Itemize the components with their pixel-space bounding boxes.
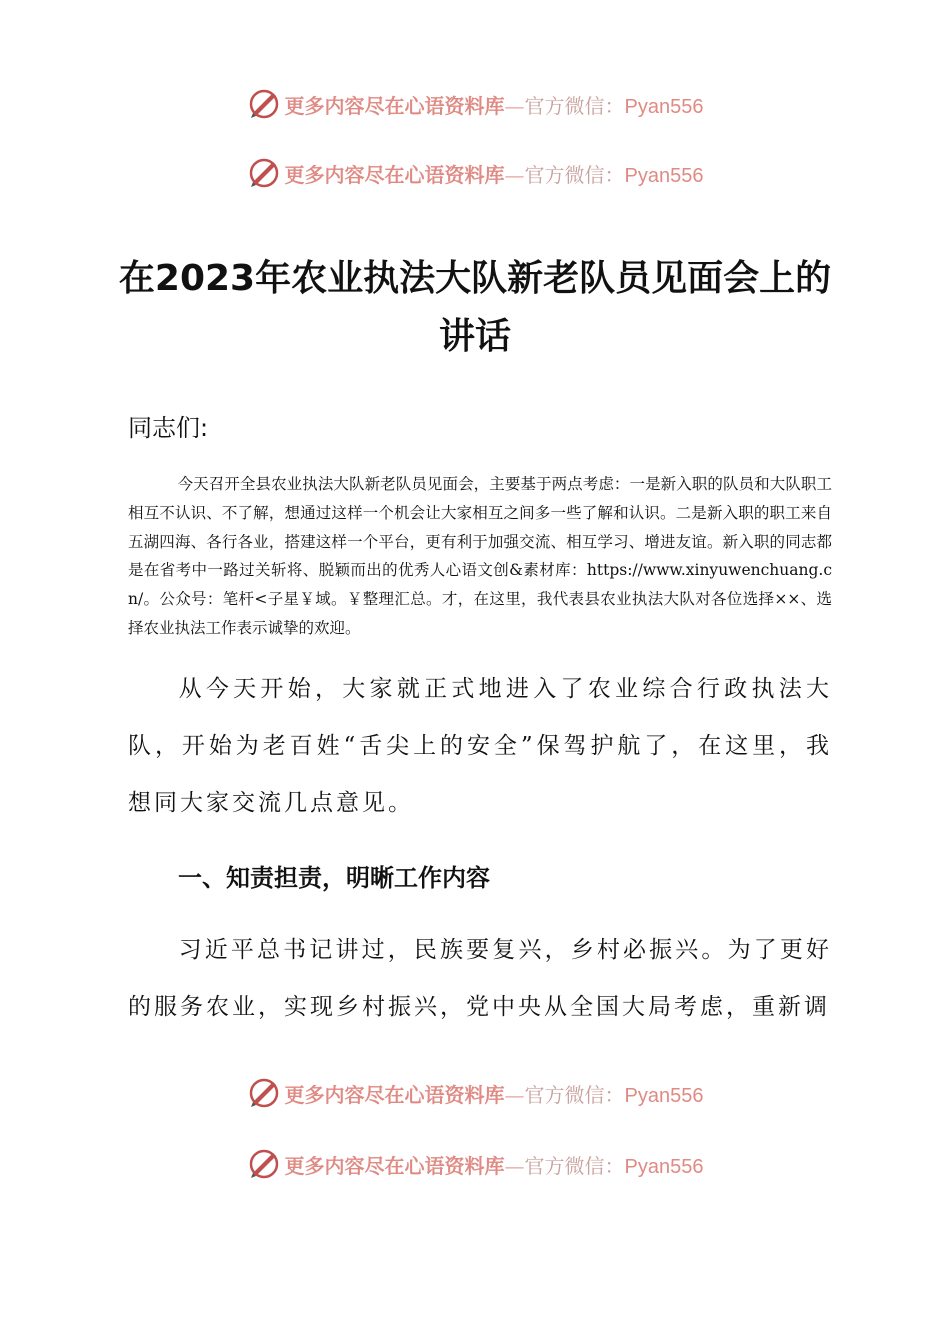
- watermark-wechat-label: 官方微信：: [524, 1153, 625, 1178]
- watermark-dash: —: [504, 93, 525, 118]
- document-title: 在2023年农业执法大队新老队员见面会上的讲话: [118, 258, 832, 357]
- watermark-text: 更多内容尽在心语资料库: [284, 162, 505, 187]
- pen-logo-icon: [247, 87, 281, 121]
- watermark-wechat-label: 官方微信：: [524, 162, 625, 187]
- pen-logo-icon: [247, 156, 281, 190]
- watermark-dash: —: [504, 1153, 525, 1178]
- watermark-dash: —: [504, 1082, 525, 1107]
- pen-logo-icon: [247, 1076, 281, 1110]
- watermark-text: 更多内容尽在心语资料库: [284, 93, 505, 118]
- watermark-text: 更多内容尽在心语资料库: [284, 1153, 505, 1178]
- watermark-wechat-label: 官方微信：: [524, 1082, 625, 1107]
- watermark-wechat-id: Pyan556: [624, 1084, 704, 1107]
- pen-logo-icon: [247, 1147, 281, 1181]
- paragraph-intro: 今天召开全县农业执法大队新老队员见面会，主要基于两点考虑：一是新入职的队员和大队职工相互不认识、不了解，想通过这样一个机会让大家相互之间多一些了解和认识。二是新入职的职工来自五湖四海、各行各业，搭建这样一个平台，更有利于加强交流、相互学习、增进友谊。新入职的同志都是在省考中一路过关斩将、脱颖而出的优秀人心语文创&素材库：https://www.xinyuwenchuang.cn/。公众号：笔杆<子星￥域。￥整理汇总。才，在这里，我代表县农业执法大队对各位选择××、选择农业执法工作表示诚挚的欢迎。: [128, 475, 832, 637]
- paragraph-opening: 从今天开始，大家就正式地进入了农业综合行政执法大队，开始为老百姓“舌尖上的安全”保驾护航了，在这里，我想同大家交流几点意见。: [128, 676, 832, 816]
- watermark-wechat-id: Pyan556: [624, 1155, 704, 1178]
- watermark-wechat-label: 官方微信：: [524, 93, 625, 118]
- section-heading-1: 一、知责担责，明晰工作内容: [178, 864, 490, 892]
- watermark-banner-bottom-2: [0, 1144, 950, 1184]
- watermark-wechat-id: Pyan556: [624, 95, 704, 118]
- watermark-text: 更多内容尽在心语资料库: [284, 1082, 505, 1107]
- watermark-wechat-id: Pyan556: [624, 164, 704, 187]
- watermark-banner-top-1: [0, 84, 950, 124]
- watermark-banner-bottom-1: [0, 1073, 950, 1113]
- paragraph-section-1: 习近平总书记讲过，民族要复兴，乡村必振兴。为了更好的服务农业，实现乡村振兴，党中央从全国大局考虑，重新调: [128, 937, 832, 1020]
- watermark-banner-top-2: [0, 153, 950, 193]
- greeting: 同志们:: [128, 414, 209, 442]
- watermark-dash: —: [504, 162, 525, 187]
